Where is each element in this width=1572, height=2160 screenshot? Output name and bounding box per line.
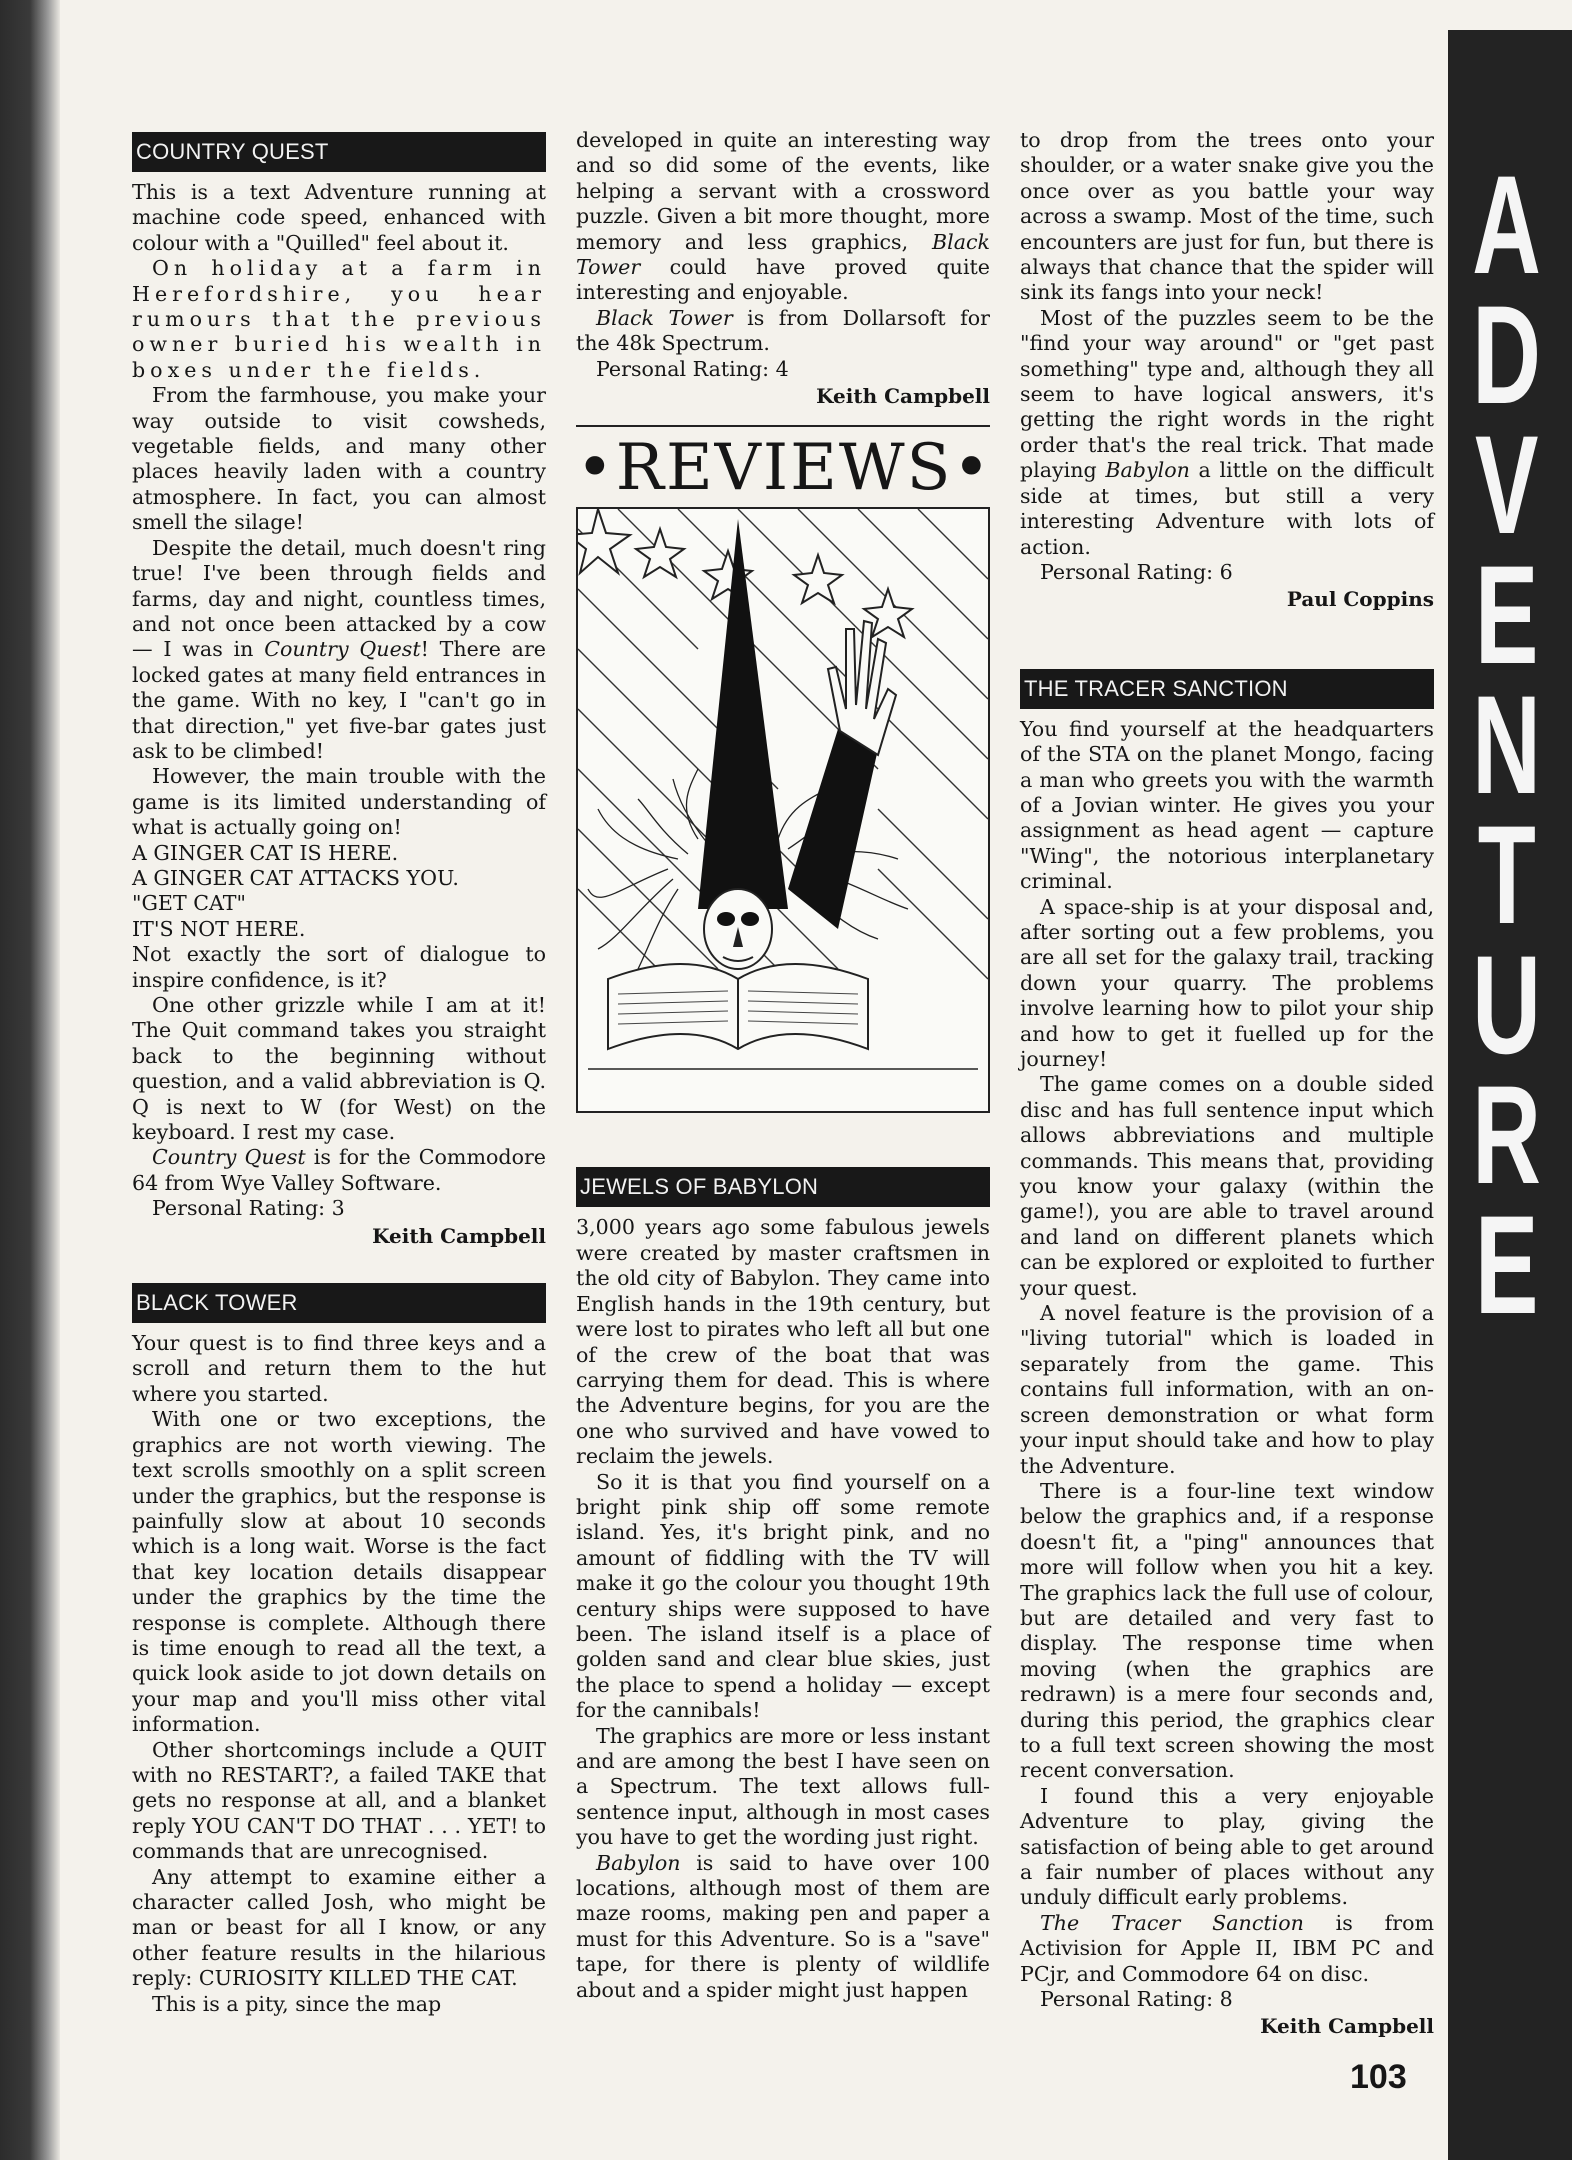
paragraph: to drop from the trees onto your shoulder, or a water snake give you the once over as you battle your way across a swamp. Most of the time, such encounters are just for fun, but there is always that chance that the spider will sink its fangs into your neck! — [1020, 128, 1434, 305]
column-3 — [1020, 128, 1434, 2040]
sidebar-letter: T — [1477, 796, 1537, 953]
sidebar-letter: R — [1472, 1056, 1542, 1213]
page-number: 103 — [1350, 2058, 1407, 2096]
section-title-country-quest: COUNTRY QUEST — [132, 132, 546, 172]
paragraph: A novel feature is the provision of a "living tutorial" which is loaded in separately from the game. This contains full information, with an on-screen demonstration or what form your input should take and how to play the Adventure. — [1020, 1301, 1434, 1478]
binding-gutter — [0, 0, 60, 2160]
paragraph: Babylon is said to have over 100 locations, although most of them are maze rooms, making pen and paper a must for this Adventure. So is a "save" tape, for there is plenty of wildlife about and a spider might just happen — [576, 1850, 990, 2002]
sidebar-letter: V — [1475, 406, 1539, 563]
sidebar-letter: N — [1472, 666, 1542, 823]
paragraph: However, the main trouble with the game is its limited understanding of what is actually going on! — [132, 764, 546, 840]
sidebar-letter: U — [1472, 926, 1542, 1083]
author-signature: Keith Campbell — [372, 1223, 546, 1248]
paragraph: Not exactly the sort of dialogue to inspire confidence, is it? — [132, 942, 546, 992]
section-title-black-tower: BLACK TOWER — [132, 1283, 546, 1323]
paragraph: On holiday at a farm in Herefordshire, you hear rumours that the previous owner buried his wealth in boxes under the fields. — [132, 256, 546, 382]
paragraph: With one or two exceptions, the graphics are not worth viewing. The text scrolls smoothly on a split screen under the graphics, but the response is painfully slow at about 10 seconds which is a long wait. Worse is the fact that key location details disappear under the graphics by the time the response is complete. Although there is time enough to read all the text, a quick look aside to jot down details on your map and you'll miss other vital information. — [132, 1407, 546, 1737]
paragraph: Any attempt to examine either a character called Josh, who might be man or beast for all I know, or any other feature results in the hilarious reply: CURIOSITY KILLED THE CAT. — [132, 1864, 546, 1991]
author-signature: Paul Coppins — [1286, 587, 1434, 612]
game-dialogue-line: IT'S NOT HERE. — [132, 916, 306, 941]
wizard-illustration — [576, 507, 990, 1113]
paragraph: From the farmhouse, you make your way outside to visit cowsheds, vegetable fields, and many other places heavily laden with a country atmosphere. In fact, you can almost smell the silage! — [132, 383, 546, 535]
game-dialogue-line: A GINGER CAT IS HERE. — [132, 840, 399, 865]
paragraph: You find yourself at the headquarters of the STA on the planet Mongo, facing a man who greets you with the warmth of a Jovian winter. He gives you your assignment as head agent — capture "Wing", the notorious interplanetary criminal. — [1020, 716, 1434, 894]
paragraph: The graphics are more or less instant and are among the best I have seen on a Spectrum. The text allows full-sentence input, although in most cases you have to get the wording just right. — [576, 1723, 990, 1850]
paragraph: A space-ship is at your disposal and, after sorting out a few problems, you are all set for the galaxy trail, tracking down your quarry. The problems involve learning how to pilot your ship and how to get it fuelled up for the journey! — [1020, 894, 1434, 1071]
paragraph: Other shortcomings include a QUIT with no RESTART?, a failed TAKE that gets no response at all, and a blanket reply YOU CAN'T DO THAT . . . YET! to commands that are unrecognised. — [132, 1737, 546, 1864]
paragraph: So it is that you find yourself on a bright pink ship off some remote island. Yes, it's bright pink, and no amount of fiddling with the TV will make it go the colour you thought 19th century ships were supposed to have been. The island itself is a place of golden sand and clear blue skies, just the place to spend a holiday — except for the cannibals! — [576, 1469, 990, 1723]
sidebar-letter: D — [1472, 276, 1542, 433]
game-dialogue-line: A GINGER CAT ATTACKS YOU. — [132, 865, 459, 890]
section-title-jewels-of-babylon: JEWELS OF BABYLON — [576, 1167, 990, 1207]
column-1 — [132, 128, 546, 2017]
author-signature: Keith Campbell — [816, 384, 990, 409]
paragraph: I found this a very enjoyable Adventure to play, giving the satisfaction of being able to get around a fair number of places without any unduly difficult early problems. — [1020, 1783, 1434, 1910]
paragraph: One other grizzle while I am at it! The Quit command takes you straight back to the beginning without question, and a valid abbreviation is Q. Q is next to W (for West) on the keyboard. I rest my case. — [132, 993, 546, 1145]
paragraph: Your quest is to find three keys and a scroll and return them to the hut where you started. — [132, 1331, 546, 1406]
sidebar-letter: E — [1475, 1186, 1539, 1343]
paragraph: 3,000 years ago some fabulous jewels were created by master craftsmen in the old city of Babylon. They came into English hands in the 19th century, but were lost to pirates who left all but one of the crew of the boat that was carrying them for dead. This is where the Adventure begins, for you are the one who survived and have vowed to reclaim the jewels. — [576, 1215, 990, 1469]
paragraph: Despite the detail, much doesn't ring true! I've been through fields and farms, day and night, countless times, and not once been attacked by a cow — I was in Country Quest! There are locked gates at many field entrances in the game. With no key, I "can't go in that direction," yet five-bar gates just ask to be climbed! — [132, 535, 546, 763]
sidebar-letter: A — [1472, 146, 1542, 303]
author-signature: Keith Campbell — [1260, 2014, 1434, 2039]
sidebar-letter: E — [1475, 536, 1539, 693]
paragraph: Most of the puzzles seem to be the "find your way around" or "get past something" type and, although they all seem to have logical answers, it's getting the right words in the right order that's the real trick. That made playing Babylon a little on the difficult side at times, but still a very interesting Adventure with lots of action. — [1020, 305, 1435, 559]
section-title-tracer-sanction: THE TRACER SANCTION — [1020, 669, 1434, 709]
personal-rating: Personal Rating: 4 — [596, 356, 789, 381]
paragraph: The Tracer Sanction is from Activision for Apple II, IBM PC and PCjr, and Commodore 64 on disc. — [1020, 1910, 1434, 1986]
personal-rating: Personal Rating: 6 — [1040, 559, 1233, 584]
paragraph: There is a four-line text window below the graphics and, if a response doesn't fit, a "ping" announces that more will follow when you hit a key. The graphics lack the full use of colour, but are detailed and very fast to display. The response time when moving (when the graphics are redrawn) is a mere four seconds and, during this period, the graphics clear to a full text screen showing the most recent conversation. — [1020, 1478, 1434, 1783]
personal-rating: Personal Rating: 8 — [1040, 1987, 1233, 2012]
column-2 — [576, 128, 993, 2003]
game-dialogue-line: "GET CAT" — [132, 891, 246, 916]
divider — [576, 425, 990, 427]
paragraph: The game comes on a double sided disc and has full sentence input which allows abbreviations and multiple commands. This means that, providing you know your galaxy (within the game!), you are able to travel around and land on different planets which can be explored or exploited to further your quest. — [1020, 1072, 1434, 1300]
paragraph: developed in quite an interesting way and so did some of the events, like helping a servant with a crossword puzzle. Given a bit more thought, more memory and less graphics, Black Tower could have proved quite interesting and enjoyable. — [576, 128, 990, 305]
reviews-heading: •REVIEWS• — [576, 431, 993, 506]
paragraph: This is a text Adventure running at machine code speed, enhanced with colour with a "Quilled" feel about it. — [132, 180, 546, 255]
paragraph: Country Quest is for the Commodore 64 from Wye Valley Software. — [132, 1145, 546, 1195]
personal-rating: Personal Rating: 3 — [152, 1196, 345, 1221]
section-label-adventure — [1452, 146, 1562, 1343]
paragraph: Black Tower is from Dollarsoft for the 48k Spectrum. — [576, 305, 990, 356]
paragraph: This is a pity, since the map — [152, 1991, 442, 2016]
